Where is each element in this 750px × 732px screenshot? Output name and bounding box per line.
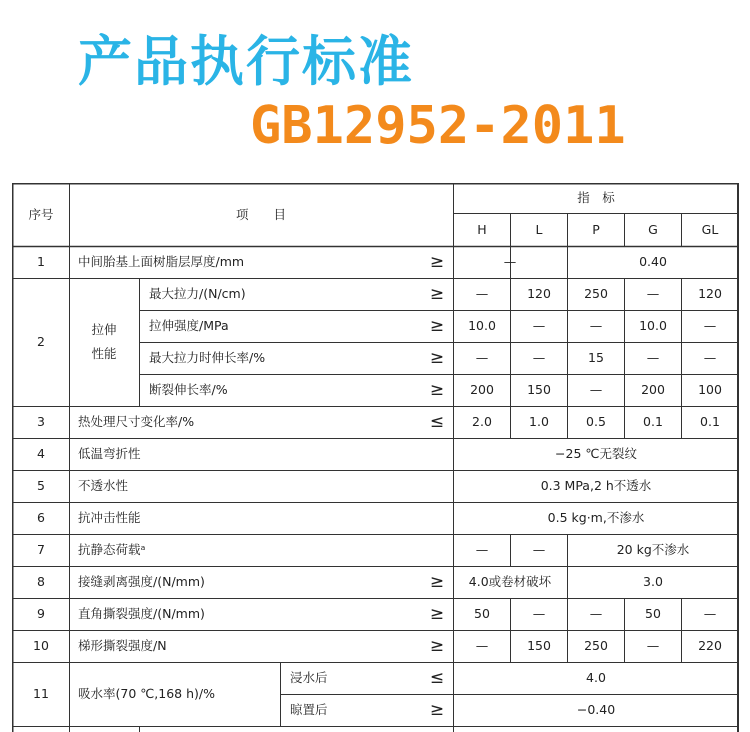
row-9-sym: ≥ [429, 604, 445, 624]
row-9-p: — [589, 606, 603, 621]
row-11b-value: −0.40 [576, 702, 616, 717]
row-2-no: 2 [37, 334, 45, 349]
row-10-sym: ≥ [429, 636, 445, 656]
row-2c-sym: ≥ [429, 348, 445, 368]
row-9-item: 直角撕裂强度/(N/mm) [78, 606, 205, 621]
row-2a-g: — [646, 286, 660, 301]
header-seq: 序号 [28, 207, 54, 222]
row-10-p: 250 [584, 638, 608, 653]
row-4-item: 低温弯折性 [78, 446, 141, 461]
row-11a-value: 4.0 [586, 670, 606, 685]
row-1-sym: ≥ [429, 252, 445, 272]
col-g: G [648, 222, 658, 237]
row-7-h: — [475, 542, 489, 557]
row-2c-h: — [475, 350, 489, 365]
row-2d-l: 150 [527, 382, 551, 397]
row-8-hl: 4.0或卷材破坏 [468, 574, 552, 589]
row-3-sym: ≤ [429, 412, 445, 432]
row-2a-item: 最大拉力/(N/cm) [149, 286, 246, 301]
row-2a-sym: ≥ [429, 284, 445, 304]
row-2d-item: 断裂伸长率/% [149, 382, 228, 397]
row-7-item: 抗静态荷载ᵃ [78, 542, 146, 557]
row-2d-gl: 100 [698, 382, 722, 397]
row-2c-g: — [646, 350, 660, 365]
row-9-no: 9 [37, 606, 45, 621]
row-2b-item: 拉伸强度/MPa [149, 318, 229, 333]
row-8-pggl: 3.0 [643, 574, 663, 589]
row-2c-gl: — [703, 350, 717, 365]
row-11a-item: 浸水后 [290, 670, 328, 685]
row-2a-h: — [475, 286, 489, 301]
row-4-no: 4 [37, 446, 45, 461]
row-10-g: — [646, 638, 660, 653]
row-3-item: 热处理尺寸变化率/% [78, 414, 195, 429]
row-8-item: 接缝剥离强度/(N/mm) [78, 574, 205, 589]
row-2a-p: 250 [584, 286, 608, 301]
row-3-p: 0.5 [586, 414, 606, 429]
row-5-value: 0.3 MPa,2 h不透水 [540, 478, 652, 493]
row-9-l: — [532, 606, 546, 621]
row-6-value: 0.5 kg·m,不渗水 [547, 510, 645, 525]
row-11-no: 11 [33, 686, 49, 701]
row-8-sym: ≥ [429, 572, 445, 592]
row-3-g: 0.1 [643, 414, 663, 429]
row-5-no: 5 [37, 478, 45, 493]
row-11b-sym: ≥ [429, 700, 445, 720]
row-1-v1: — [503, 254, 517, 269]
standard-code: GB12952-2011 [250, 96, 626, 156]
row-1-item: 中间胎基上面树脂层厚度/mm [78, 254, 245, 269]
row-3-no: 3 [37, 414, 45, 429]
row-6-item: 抗冲击性能 [78, 510, 141, 525]
row-10-gl: 220 [698, 638, 722, 653]
row-2b-gl: — [703, 318, 717, 333]
row-2d-h: 200 [470, 382, 494, 397]
row-7-pggl: 20 kg不渗水 [616, 542, 690, 557]
row-2d-p: — [589, 382, 603, 397]
spec-table [12, 183, 739, 732]
row-2c-item: 最大拉力时伸长率/% [149, 350, 266, 365]
row-10-item: 梯形撕裂强度/N [78, 638, 167, 653]
row-9-h: 50 [474, 606, 490, 621]
row-9-gl: — [703, 606, 717, 621]
row-10-no: 10 [33, 638, 49, 653]
row-2b-h: 10.0 [468, 318, 496, 333]
row-10-l: 150 [527, 638, 551, 653]
header-index: 指 标 [577, 190, 615, 205]
row-2c-p: 15 [588, 350, 604, 365]
col-gl: GL [701, 222, 719, 237]
row-11-item: 吸水率(70 ℃,168 h)/% [78, 686, 215, 701]
row-1-no: 1 [37, 254, 45, 269]
row-2c-l: — [532, 350, 546, 365]
page-title: 产品执行标准 [78, 30, 414, 93]
row-7-l: — [532, 542, 546, 557]
row-3-h: 2.0 [472, 414, 492, 429]
row-3-gl: 0.1 [700, 414, 720, 429]
row-2b-l: — [532, 318, 546, 333]
col-p: P [592, 222, 600, 237]
row-2-group: 拉伸 性能 [91, 322, 117, 361]
row-5-item: 不透水性 [78, 478, 129, 493]
header-item: 项 目 [235, 207, 287, 222]
row-1-v2: 0.40 [639, 254, 667, 269]
row-2a-gl: 120 [698, 286, 722, 301]
row-2b-p: — [589, 318, 603, 333]
col-l: L [535, 222, 543, 237]
row-7-no: 7 [37, 542, 45, 557]
row-2d-sym: ≥ [429, 380, 445, 400]
row-9-g: 50 [645, 606, 661, 621]
row-2b-g: 10.0 [639, 318, 667, 333]
row-11b-item: 晾置后 [290, 702, 328, 717]
row-4-value: −25 ℃无裂纹 [555, 446, 637, 461]
row-2b-sym: ≥ [429, 316, 445, 336]
row-6-no: 6 [37, 510, 45, 525]
row-11a-sym: ≤ [429, 668, 445, 688]
row-10-h: — [475, 638, 489, 653]
col-h: H [477, 222, 487, 237]
row-2a-l: 120 [527, 286, 551, 301]
row-3-l: 1.0 [529, 414, 549, 429]
row-2d-g: 200 [641, 382, 665, 397]
row-8-no: 8 [37, 574, 45, 589]
